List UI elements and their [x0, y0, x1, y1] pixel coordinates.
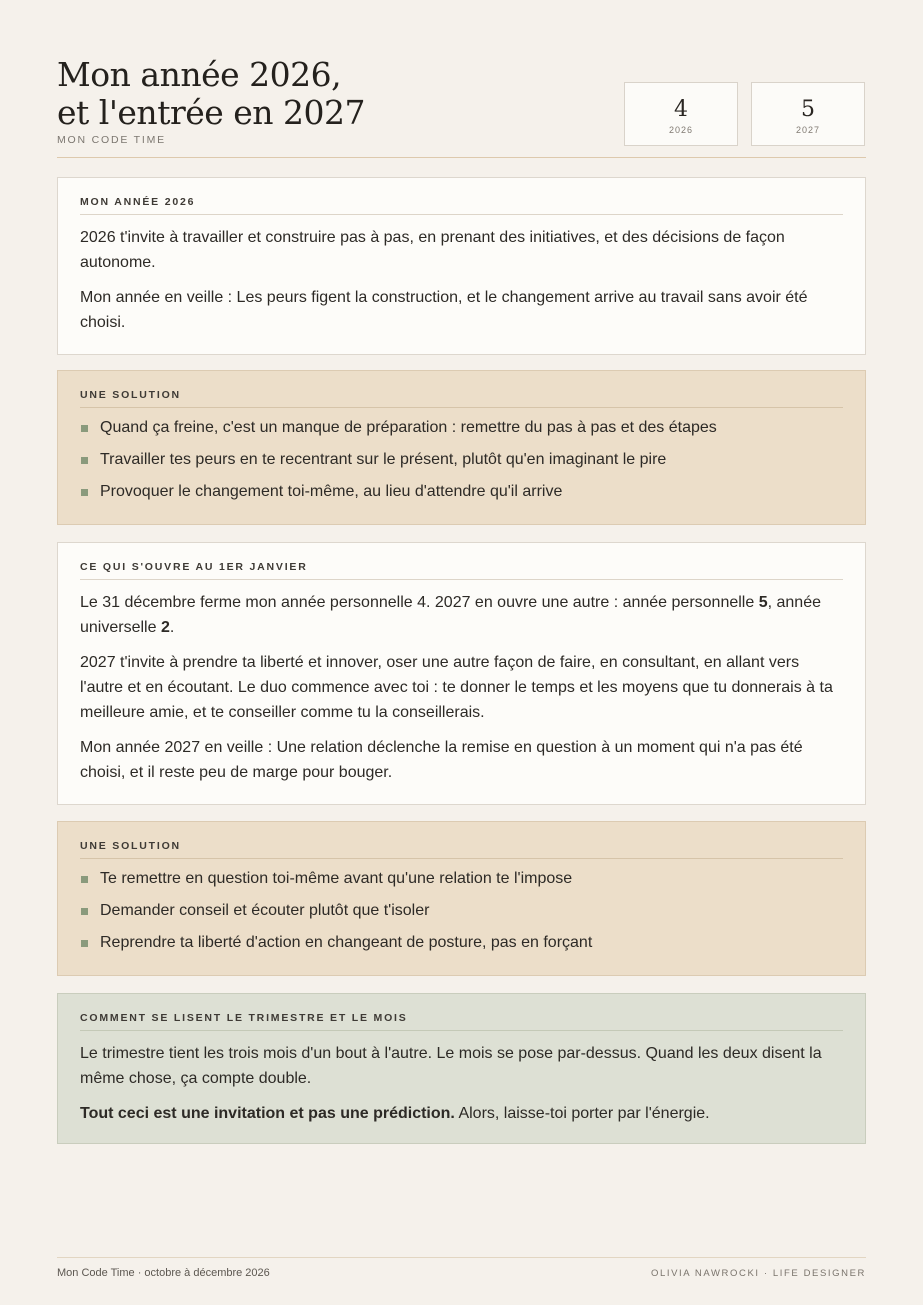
- paragraph: Mon année en veille : Les peurs figent la construction, et le changement arrive au travail sans avoir été choisi.: [80, 289, 808, 331]
- bullet-square-icon: [81, 457, 88, 464]
- list-item: Te remettre en question toi-même avant qu'une relation te l'impose: [80, 868, 843, 890]
- card-january-opening: [57, 542, 866, 805]
- number-box-2027: [751, 82, 865, 146]
- personal-year-bold: 5: [758, 594, 768, 611]
- paragraph: 2026 t'invite à travailler et construire pas à pas, en prenant des initiatives, et des décisions de façon autonome.: [80, 229, 785, 271]
- emphasis-text: Tout ceci est une invitation et pas une prédiction.: [80, 1105, 455, 1122]
- year-label: 2027: [795, 125, 821, 135]
- page-header: [57, 56, 866, 158]
- paragraph: 2027 t'invite à prendre ta liberté et innover, oser une autre façon de faire, en consultant, en allant vers l'autre et en écoutant. Le duo commence avec toi : te donner le temps et les moyens que tu donnerais à ta meilleure amie, et te conseiller comme tu la conseillerais.: [80, 654, 833, 721]
- footer-left-text: Mon Code Time · octobre à décembre 2026: [57, 1267, 270, 1279]
- title-line-1: Mon année 2026,: [57, 55, 342, 94]
- bullet-square-icon: [81, 940, 88, 947]
- year-label: 2026: [668, 125, 694, 135]
- paragraph: Le trimestre tient les trois mois d'un bout à l'autre. Le mois se pose par-dessus. Quand les deux disent la même chose, ça compte double.: [80, 1045, 822, 1087]
- list-item: Reprendre ta liberté d'action en changeant de posture, pas en forçant: [80, 932, 843, 954]
- list-item: Travailler tes peurs en te recentrant sur le présent, plutôt qu'en imaginant le pire: [80, 449, 843, 471]
- card-solution-1: [57, 370, 866, 525]
- list-item: Quand ça freine, c'est un manque de préparation : remettre du pas à pas et des étapes: [80, 417, 843, 439]
- page-title: [57, 56, 365, 132]
- paragraph: Mon année 2027 en veille : Une relation déclenche la remise en question à un moment qui n'a pas été choisi, et il reste peu de marge pour bouger.: [80, 739, 803, 781]
- personal-year-number: 5: [801, 97, 815, 122]
- paragraph: Tout ceci est une invitation et pas une prédiction. Alors, laisse-toi porter par l'énergie.: [80, 1105, 710, 1122]
- page-subtitle: MON CODE TIME: [57, 134, 166, 146]
- number-box-2026: [624, 82, 738, 146]
- card-label: CE QUI S'OUVRE AU 1ER JANVIER: [80, 543, 843, 580]
- card-label: UNE SOLUTION: [80, 371, 843, 408]
- personal-year-number: 4: [674, 97, 688, 122]
- solution-list: [80, 417, 843, 503]
- card-my-year-2026: [57, 177, 866, 355]
- universal-year-bold: 2: [160, 619, 170, 636]
- card-solution-2: [57, 821, 866, 976]
- bullet-square-icon: [81, 425, 88, 432]
- card-label: UNE SOLUTION: [80, 822, 843, 859]
- card-label: COMMENT SE LISENT LE TRIMESTRE ET LE MOIS: [80, 994, 843, 1031]
- card-reading-guide: [57, 993, 866, 1144]
- page: [57, 0, 866, 1305]
- bullet-square-icon: [81, 908, 88, 915]
- footer-right-text: OLIVIA NAWROCKI · LIFE DESIGNER: [650, 1268, 866, 1279]
- title-line-2: et l'entrée en 2027: [57, 93, 366, 132]
- solution-list: [80, 868, 843, 954]
- paragraph: Le 31 décembre ferme mon année personnelle 4. 2027 en ouvre une autre : année personnelle 5, année universelle 2.: [80, 594, 821, 636]
- bullet-square-icon: [81, 489, 88, 496]
- bullet-square-icon: [81, 876, 88, 883]
- card-label: MON ANNÉE 2026: [80, 178, 843, 215]
- list-item: Demander conseil et écouter plutôt que t'isoler: [80, 900, 843, 922]
- page-footer: [57, 1257, 866, 1287]
- list-item: Provoquer le changement toi-même, au lieu d'attendre qu'il arrive: [80, 481, 843, 503]
